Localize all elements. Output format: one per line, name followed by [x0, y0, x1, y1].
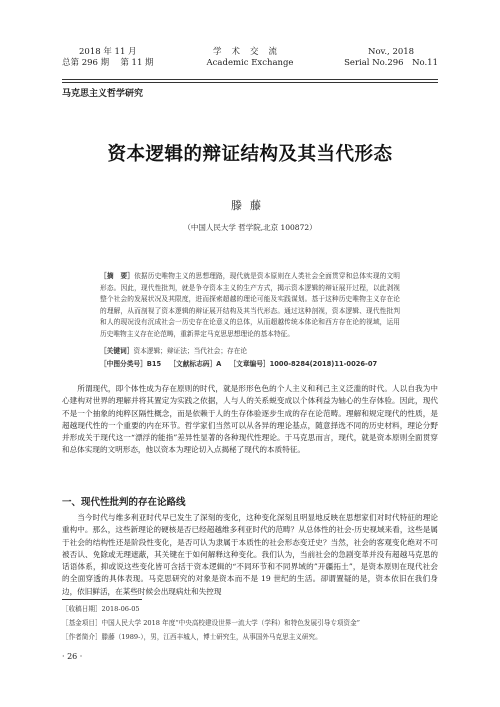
- header-rule-thin: [62, 82, 438, 83]
- column-section-label: 马克思主义哲学研究: [62, 89, 144, 99]
- keywords-label: ［关键词］: [100, 347, 134, 355]
- author-name: 滕藤: [231, 199, 269, 212]
- header-journal-en: Academic Exchange: [206, 58, 294, 68]
- clc-number: ［中图分类号］B15: [100, 360, 162, 368]
- footnote-author-bio: ［作者简介］滕藤（1989-），男，江西丰城人，博士研究生，从事国外马克思主义研究。: [62, 633, 322, 641]
- footnote-funding: ［基金项目］中国人民大学 2018 年度“中央高校建设世界一流大学（学科）和特色发展引导专项资金”: [62, 619, 361, 627]
- section-paragraph: 当今时代与维多利亚时代早已发生了深刻的变化，这种变化深刻且明显地反映在思想家们对时代特征的理论重构中。那么，这些新理论的硬核是否已经超越维多利亚时代的范畴？从总体性的社会-历史视域来看，这些是属于社会的结构性还是阶段性变化，是否可认为隶属于本质性的社会形态变迁史？当然，社会的客观变化绝对不可被否认、免除或无理遮蔽，其关键在于如何解释这种变化。我们认为，当前社会的急剧变革并没有超越马克思的话语体系，抑或说这些变化皆可含括于资本逻辑的“不同环节和不同界域的”开疆拓土”，是资本原则在现代社会的全面穿透的具体表现。马克思研究的对象是资本而不是 19 世纪的生活。卻谓置疑的是，资本依旧在我们身边，依旧鲜活，在某些时候会出现病灶和失控现: [62, 513, 438, 596]
- header-date-en: Nov., 2018: [368, 47, 415, 57]
- header-rule-thick: [62, 79, 438, 80]
- footnote-rule: [62, 599, 142, 600]
- intro-paragraph: 所谓现代，即个体性成为存在原则的时代，就是形形色色的个人主义和利己主义泛滥的时代。人以自我为中心建构对世界的理解并将其置定为实践之依据，人与人的关系蜕变成以个体利益为轴心的生存体验。因此，现代不是一个抽象的纯粹区隔性概念，而是依赖于人的生存体验逐步生成的存在论范畴。理解和规定现代的性质，是超越现代性的一个重要的内在环节。哲学家们当然可以从各异的理论基点，随意择选不同的历史材料，理论分野并形成关于现代这一“漂浮的能指”差异性显著的各种现代性理论。于马克思而言，现代，就是资本原则全面贯穿和总体实现的文明形态，他以资本为理论切入点揭秘了现代的本质特征。: [62, 384, 438, 455]
- article-title: 资本逻辑的辩证结构及其当代形态: [107, 144, 393, 165]
- header-date: 2018 年 11 月: [79, 47, 137, 57]
- article-number: ［文章编号］1000-8284(2018)11-0026-07: [229, 360, 378, 368]
- abstract: [100, 271, 400, 340]
- classification-line: [100, 359, 400, 370]
- header-journal-cn: 学术交流: [212, 47, 287, 57]
- header-journal: [207, 47, 294, 69]
- header-date-issue: [62, 47, 154, 69]
- author-affiliation: （中国人民大学 哲学院,北京 100872）: [183, 223, 317, 232]
- header-serial-en: Serial No.296 No.11: [344, 58, 438, 68]
- header-serial: [344, 47, 438, 69]
- keywords-text: 资本逻辑；辩证法；当代社会；存在论: [133, 347, 248, 355]
- abstract-text: 依据历史唯物主义的思想理路，现代就是资本原则在人类社会全面贯穿和总体实现的文明形态。因此，现代性批判，就是争夺资本主义的生产方式，揭示资本逻辑的辩证展开过程，以此剥视整个社会的发展状况及其限度，进而探索超越的理论可能及实践谋划。基于这种历史唯物主义存在论的理解，从而剖视了资本逻辑的辩证展开结构及其当代形态。通过这种剖视，资本逻辑、现代性批判和人的现况没有沉成社会一历史存在论意义的总体，从而超越传统本体论和西方存在论的视域，运用历史唯物主义存在论范畴，重新界定马克思思想理论的基本特征。: [100, 272, 400, 338]
- header-issue: 总第 296 期 第 11 期: [62, 58, 154, 68]
- keywords: [100, 346, 400, 357]
- abstract-label: ［摘 要］: [100, 272, 135, 280]
- page-number: · 26 ·: [62, 652, 83, 661]
- document-code: ［文献标志码］A: [169, 360, 222, 368]
- section-heading: 一、现代性批判的存在论路线: [62, 497, 186, 508]
- running-header: [62, 47, 438, 75]
- footnote-received-date: ［收稿日期］2018-06-05: [62, 605, 140, 613]
